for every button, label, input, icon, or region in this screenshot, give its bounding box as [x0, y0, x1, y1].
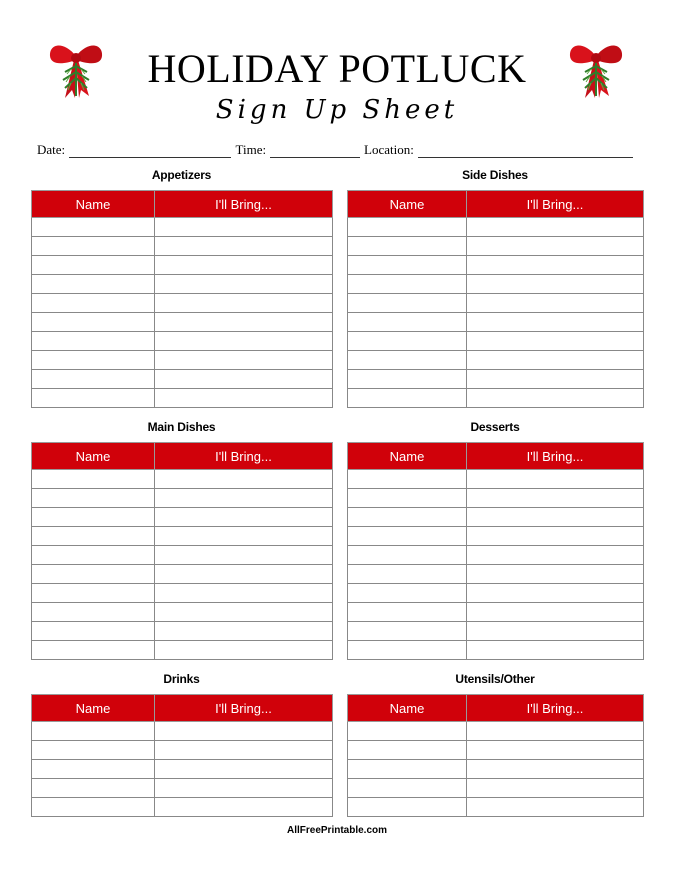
name-cell[interactable] [348, 584, 467, 603]
bring-cell[interactable] [155, 722, 333, 741]
name-cell[interactable] [348, 722, 467, 741]
table-row [348, 527, 644, 546]
table-row [348, 237, 644, 256]
name-cell[interactable] [32, 741, 155, 760]
name-cell[interactable] [32, 798, 155, 817]
table-row [348, 760, 644, 779]
column-header-name: Name [348, 191, 467, 218]
column-header-name: Name [32, 191, 155, 218]
name-cell[interactable] [348, 351, 467, 370]
name-cell[interactable] [348, 779, 467, 798]
column-header-bring: I'll Bring... [467, 695, 644, 722]
name-cell[interactable] [348, 389, 467, 408]
name-cell[interactable] [348, 294, 467, 313]
bring-cell[interactable] [155, 546, 333, 565]
column-header-bring: I'll Bring... [467, 191, 644, 218]
bring-cell[interactable] [467, 760, 644, 779]
name-cell[interactable] [32, 603, 155, 622]
bring-cell[interactable] [155, 370, 333, 389]
signup-table-side-dishes [347, 190, 644, 408]
table-row [32, 332, 333, 351]
name-cell[interactable] [32, 332, 155, 351]
bring-cell[interactable] [155, 527, 333, 546]
name-cell[interactable] [348, 237, 467, 256]
footer-source: AllFreePrintable.com [286, 825, 388, 836]
bring-cell[interactable] [155, 275, 333, 294]
name-cell[interactable] [348, 218, 467, 237]
location-field[interactable] [418, 145, 633, 158]
bring-cell[interactable] [467, 584, 644, 603]
table-row [348, 218, 644, 237]
table-row [348, 565, 644, 584]
bring-cell[interactable] [155, 760, 333, 779]
bring-cell[interactable] [467, 294, 644, 313]
bring-cell[interactable] [155, 351, 333, 370]
name-cell[interactable] [348, 527, 467, 546]
column-header-bring: I'll Bring... [467, 443, 644, 470]
name-cell[interactable] [348, 603, 467, 622]
table-row [32, 370, 333, 389]
bring-cell[interactable] [467, 798, 644, 817]
name-cell[interactable] [32, 584, 155, 603]
bring-cell[interactable] [467, 565, 644, 584]
name-cell[interactable] [32, 779, 155, 798]
signup-table-utensils [347, 694, 644, 817]
column-header-bring: I'll Bring... [155, 695, 333, 722]
bring-cell[interactable] [155, 641, 333, 660]
table-row [348, 275, 644, 294]
table-row [32, 389, 333, 408]
bring-cell[interactable] [467, 641, 644, 660]
name-cell[interactable] [32, 370, 155, 389]
table-row [348, 470, 644, 489]
name-cell[interactable] [32, 641, 155, 660]
bring-cell[interactable] [155, 489, 333, 508]
bring-cell[interactable] [467, 489, 644, 508]
signup-table-appetizers [31, 190, 333, 408]
bring-cell[interactable] [155, 603, 333, 622]
table-row [348, 798, 644, 817]
bring-cell[interactable] [467, 313, 644, 332]
name-cell[interactable] [348, 622, 467, 641]
table-row [348, 584, 644, 603]
table-row [32, 313, 333, 332]
table-row [32, 351, 333, 370]
name-cell[interactable] [32, 622, 155, 641]
bring-cell[interactable] [467, 237, 644, 256]
location-label: Location: [364, 142, 414, 157]
table-row [348, 741, 644, 760]
table-row [348, 508, 644, 527]
bring-cell[interactable] [467, 722, 644, 741]
name-cell[interactable] [32, 237, 155, 256]
bring-cell[interactable] [467, 256, 644, 275]
section-title-drinks: Drinks [163, 672, 200, 686]
bring-cell[interactable] [467, 779, 644, 798]
table-row [32, 779, 333, 798]
table-row [348, 546, 644, 565]
name-cell[interactable] [348, 741, 467, 760]
table-row [32, 237, 333, 256]
bring-cell[interactable] [155, 470, 333, 489]
name-cell[interactable] [32, 508, 155, 527]
bring-cell[interactable] [155, 779, 333, 798]
table-row [348, 294, 644, 313]
name-cell[interactable] [32, 294, 155, 313]
column-header-name: Name [348, 443, 467, 470]
bring-cell[interactable] [467, 351, 644, 370]
name-cell[interactable] [348, 641, 467, 660]
bring-cell[interactable] [155, 256, 333, 275]
table-row [32, 741, 333, 760]
name-cell[interactable] [348, 508, 467, 527]
table-row [32, 294, 333, 313]
bring-cell[interactable] [155, 584, 333, 603]
name-cell[interactable] [348, 470, 467, 489]
table-row [348, 722, 644, 741]
bring-cell[interactable] [155, 508, 333, 527]
name-cell[interactable] [32, 256, 155, 275]
name-cell[interactable] [32, 313, 155, 332]
bring-cell[interactable] [467, 741, 644, 760]
section-title-side-dishes: Side Dishes [462, 168, 528, 182]
bring-cell[interactable] [467, 603, 644, 622]
column-header-name: Name [32, 443, 155, 470]
signup-table-drinks [31, 694, 333, 817]
name-cell[interactable] [348, 798, 467, 817]
page-title: HOLIDAY POTLUCK [147, 46, 527, 91]
page-subtitle: Sign Up Sheet [215, 95, 459, 125]
bring-cell[interactable] [155, 622, 333, 641]
name-cell[interactable] [32, 527, 155, 546]
table-row [348, 603, 644, 622]
table-row [32, 546, 333, 565]
table-row [32, 527, 333, 546]
bring-cell[interactable] [467, 275, 644, 294]
date-field[interactable] [69, 145, 231, 158]
name-cell[interactable] [348, 256, 467, 275]
name-cell[interactable] [348, 565, 467, 584]
time-label: Time: [235, 142, 267, 157]
name-cell[interactable] [32, 351, 155, 370]
table-row [32, 722, 333, 741]
signup-table-desserts [347, 442, 644, 660]
table-row [32, 565, 333, 584]
name-cell[interactable] [32, 470, 155, 489]
signup-table-main-dishes [31, 442, 333, 660]
table-row [348, 779, 644, 798]
table-row [32, 622, 333, 641]
name-cell[interactable] [348, 760, 467, 779]
table-row [32, 603, 333, 622]
bring-cell[interactable] [467, 332, 644, 351]
name-cell[interactable] [348, 275, 467, 294]
bring-cell[interactable] [155, 313, 333, 332]
name-cell[interactable] [348, 546, 467, 565]
name-cell[interactable] [32, 489, 155, 508]
table-row [348, 641, 644, 660]
bring-cell[interactable] [155, 565, 333, 584]
table-row [348, 370, 644, 389]
column-header-bring: I'll Bring... [155, 191, 333, 218]
table-row [32, 275, 333, 294]
table-row [348, 332, 644, 351]
date-label: Date: [37, 142, 66, 157]
name-cell[interactable] [32, 389, 155, 408]
table-row [348, 351, 644, 370]
section-title-main-dishes: Main Dishes [147, 420, 216, 434]
bring-cell[interactable] [467, 470, 644, 489]
table-row [348, 489, 644, 508]
table-row [32, 760, 333, 779]
table-row [32, 470, 333, 489]
bring-cell[interactable] [155, 218, 333, 237]
name-cell[interactable] [32, 722, 155, 741]
name-cell[interactable] [348, 370, 467, 389]
name-cell[interactable] [348, 313, 467, 332]
name-cell[interactable] [348, 489, 467, 508]
bring-cell[interactable] [467, 527, 644, 546]
bring-cell[interactable] [155, 332, 333, 351]
bring-cell[interactable] [155, 237, 333, 256]
table-row [348, 622, 644, 641]
table-row [348, 256, 644, 275]
column-header-name: Name [32, 695, 155, 722]
section-title-utensils: Utensils/Other [455, 672, 535, 686]
table-row [32, 218, 333, 237]
name-cell[interactable] [32, 275, 155, 294]
time-field[interactable] [270, 145, 360, 158]
name-cell[interactable] [348, 332, 467, 351]
name-cell[interactable] [32, 565, 155, 584]
name-cell[interactable] [32, 546, 155, 565]
table-row [32, 508, 333, 527]
bring-cell[interactable] [467, 546, 644, 565]
name-cell[interactable] [32, 218, 155, 237]
section-title-appetizers: Appetizers [151, 168, 212, 182]
bring-cell[interactable] [467, 622, 644, 641]
table-row [348, 313, 644, 332]
column-header-bring: I'll Bring... [155, 443, 333, 470]
bring-cell[interactable] [155, 798, 333, 817]
table-row [32, 641, 333, 660]
bring-cell[interactable] [155, 389, 333, 408]
bring-cell[interactable] [467, 389, 644, 408]
table-row [32, 489, 333, 508]
table-row [32, 256, 333, 275]
bring-cell[interactable] [467, 508, 644, 527]
bring-cell[interactable] [467, 370, 644, 389]
bring-cell[interactable] [467, 218, 644, 237]
table-row [32, 798, 333, 817]
bring-cell[interactable] [155, 294, 333, 313]
name-cell[interactable] [32, 760, 155, 779]
bring-cell[interactable] [155, 741, 333, 760]
section-title-desserts: Desserts [470, 420, 520, 434]
column-header-name: Name [348, 695, 467, 722]
table-row [348, 389, 644, 408]
event-info-row [37, 140, 637, 158]
table-row [32, 584, 333, 603]
